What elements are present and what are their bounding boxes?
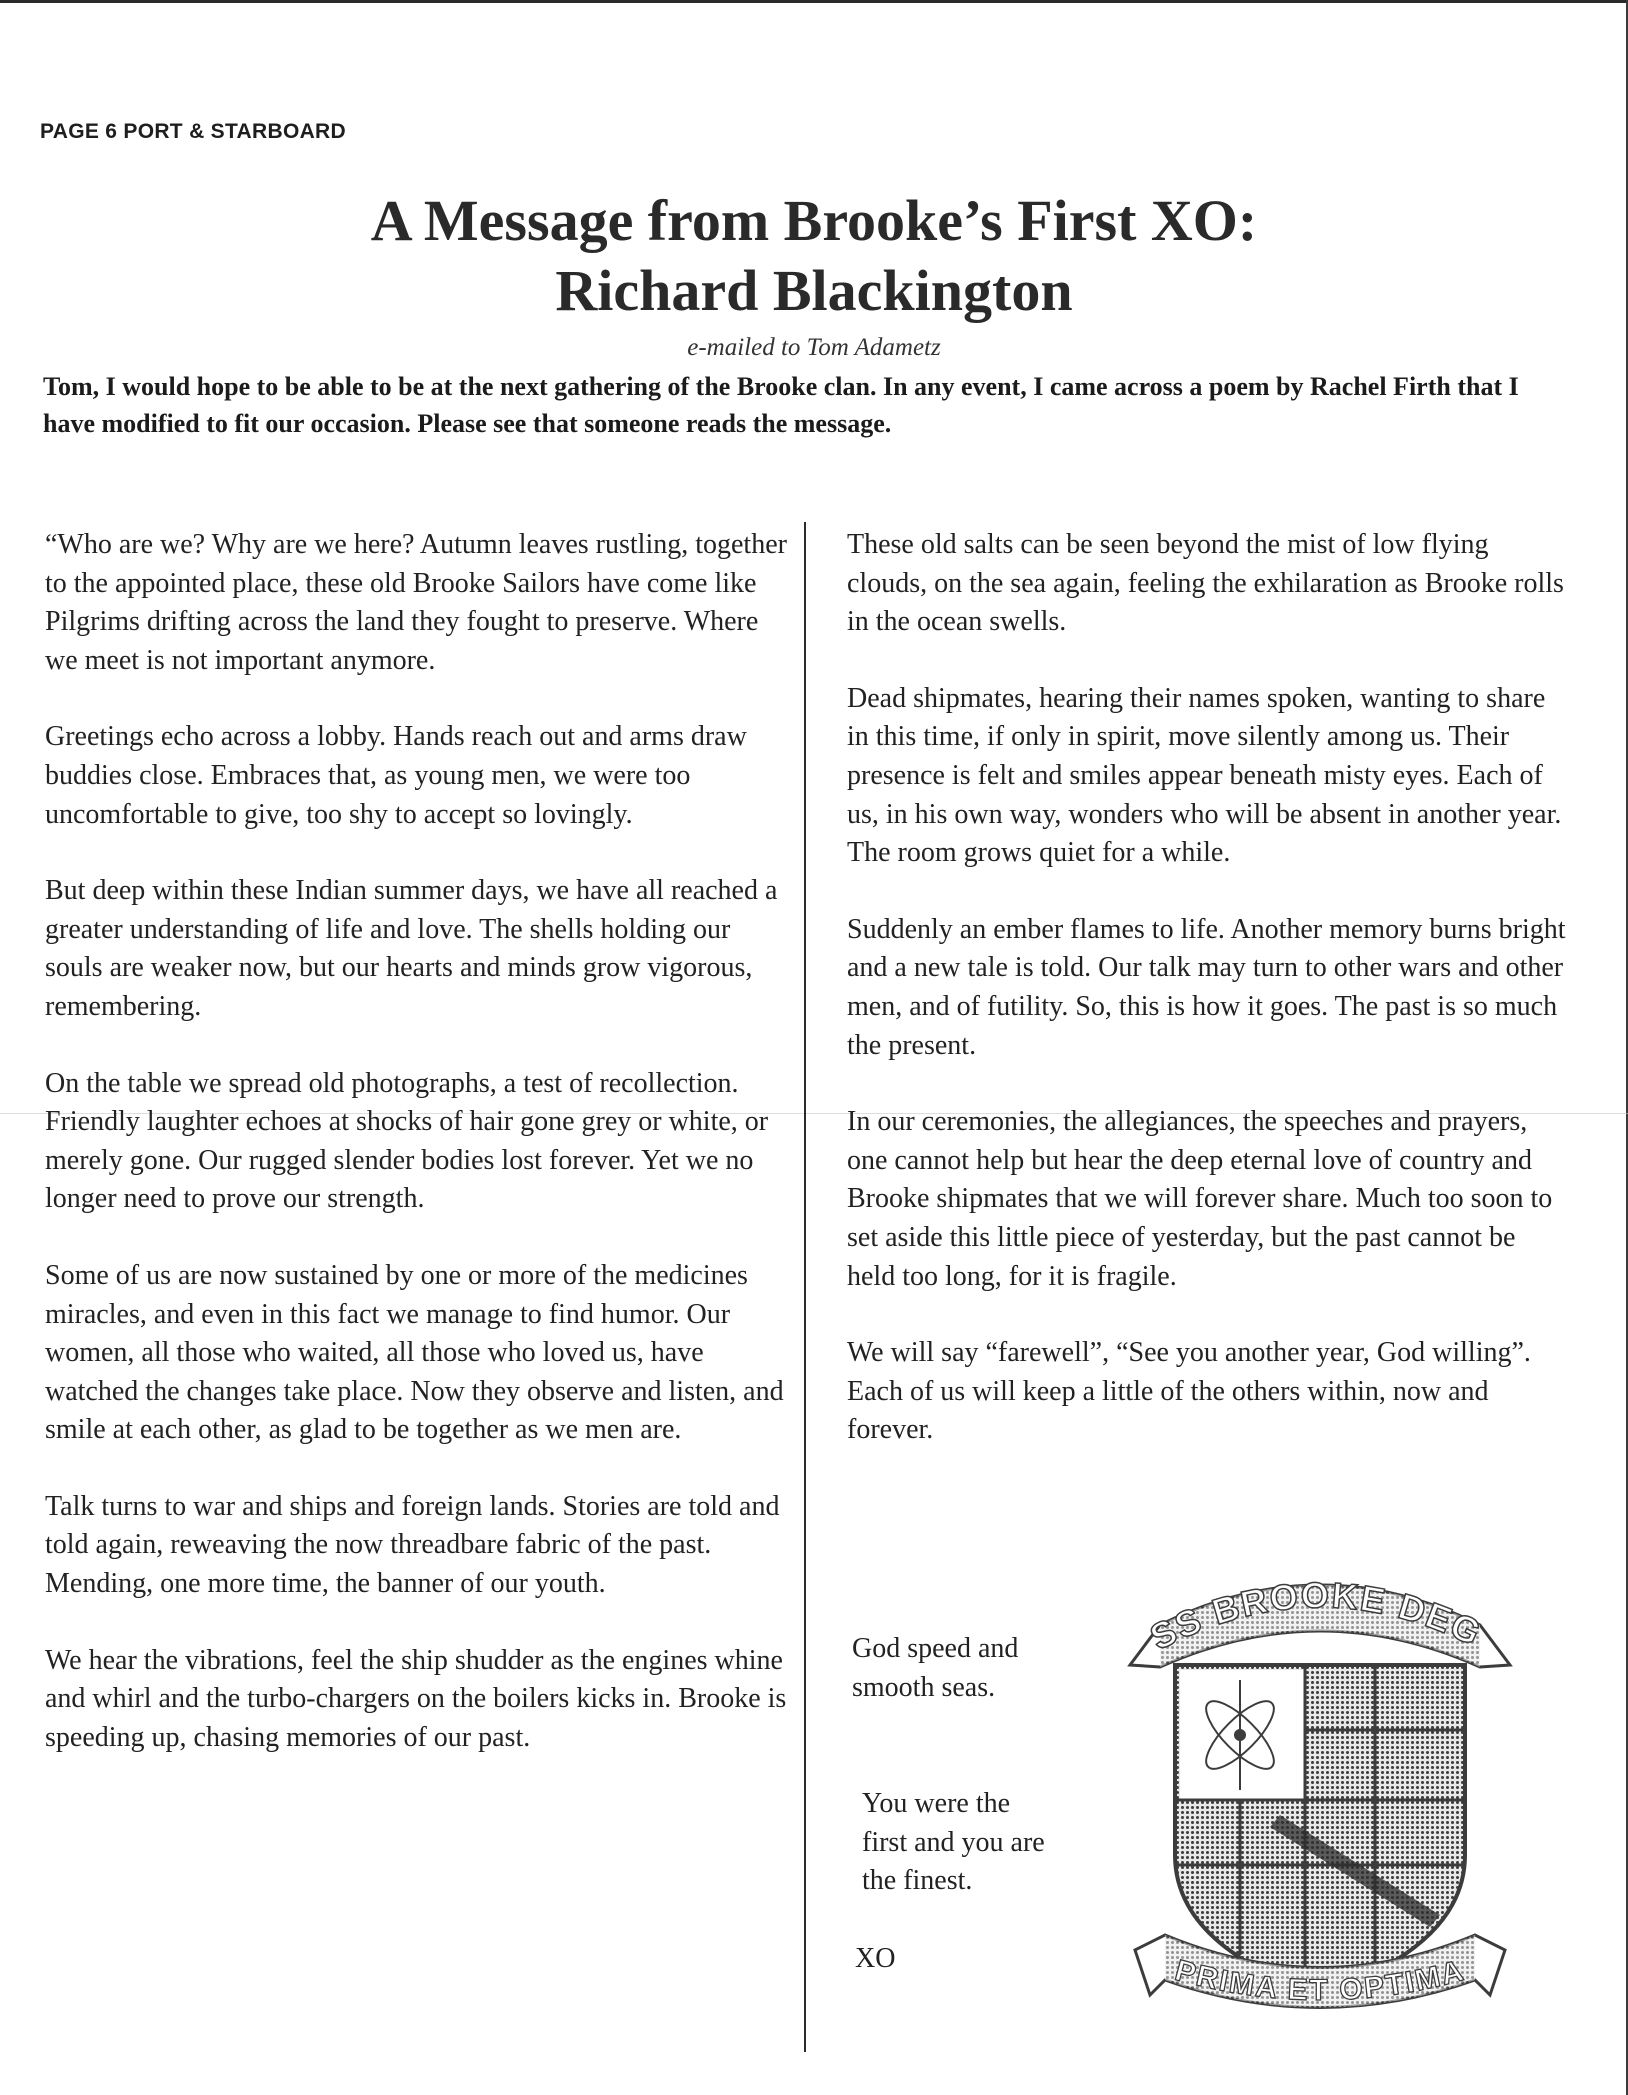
paragraph: But deep within these Indian summer days, we have all reached a greater understanding of life and love. The shells holding our souls are weaker now, but our hearts and minds grow vigorous, remembering.	[45, 875, 778, 1022]
paragraph: We will say “farewell”, “See you another year, God willing”. Each of us will keep a little of the others within, now and forever.	[847, 1337, 1531, 1446]
paragraph: Talk turns to war and ships and foreign lands. Stories are told and told again, reweaving the now threadbare fabric of the past. Mending, one more time, the banner of our youth.	[45, 1490, 780, 1600]
crest-top-banner-text: SS BROOKE DEG	[1143, 1574, 1489, 1658]
crest-shield	[1175, 1665, 1465, 1995]
paragraph: “Who are we? Why are we here? Autumn leaves rustling, together to the appointed place, these old Brooke Sailors have come like Pilgrims drifting across the land they fought to preserve. Where we meet is not important anymore.	[45, 529, 787, 676]
paragraph: Greetings echo across a lobby. Hands reach out and arms draw buddies close. Embraces that, as young men, we were too uncomfortable to give, too shy to accept so lovingly.	[45, 721, 747, 830]
paragraph: Dead shipmates, hearing their names spoken, wanting to share in this time, if only in spirit, move silently among us. Their presence is felt and smiles appear beneath misty eyes. Each of us, in his own way, wonders who will be absent in another year. The room grows quiet for a while.	[847, 682, 1562, 869]
right-column	[847, 526, 1567, 1488]
intro-paragraph: Tom, I would hope to be able to be at the next gathering of the Brooke clan. In any event, I came across a poem by Rachel Firth that I have modified to fit our occasion. Please see that someone reads the message.	[43, 372, 1519, 438]
paragraph: On the table we spread old photographs, a test of recollection. Friendly laughter echoes at shocks of hair gone grey or white, or merely gone. Our rugged slender bodies lost forever. Yet we no longer need to prove our strength.	[45, 1067, 769, 1215]
ship-crest-graphic	[1120, 1555, 1520, 2015]
page-header: PAGE 6 PORT & STARBOARD	[40, 120, 346, 143]
paragraph: We hear the vibrations, feel the ship shudder as the engines whine and whirl and the turbo-chargers on the boilers kicks in. Brooke is speeding up, chasing memories of our past.	[45, 1644, 787, 1753]
paragraph: Some of us are now sustained by one or more of the medicines miracles, and even in this fact we manage to find humor. Our women, all those who waited, all those who loved us, have watched the changes take place. Now they observe and listen, and smile at each other, as glad to be together as we men are.	[45, 1259, 784, 1446]
paragraph: In our ceremonies, the allegiances, the speeches and prayers, one cannot help but hear the deep eternal love of country and Brooke shipmates that we will forever share. Much too soon to set aside this little piece of yesterday, but the past cannot be held too long, for it is fragile.	[847, 1106, 1553, 1292]
article-title-line-2: Richard Blackington	[555, 258, 1073, 323]
ship-crest-emblem	[1120, 1555, 1520, 2015]
paragraph: These old salts can be seen beyond the mist of low flying clouds, on the sea again, feeling the exhilaration as Brooke rolls in the ocean swells.	[847, 529, 1564, 638]
closing-line-1: God speed and smooth seas.	[852, 1633, 1019, 1703]
closing-line-2: You were the first and you are the finest.	[862, 1788, 1045, 1897]
article-title	[0, 186, 1628, 326]
crest-bottom-banner-text: PRIMA ET OPTIMA	[1171, 1953, 1469, 2008]
article-byline: e-mailed to Tom Adametz	[687, 334, 941, 361]
left-column	[45, 526, 790, 1795]
column-divider	[804, 522, 806, 2052]
article-title-line-1: A Message from Brooke’s First XO:	[370, 188, 1258, 253]
paragraph: Suddenly an ember flames to life. Another memory burns bright and a new tale is told. Our talk may turn to other wars and other men, and of futility. So, this is how it goes. The past is so much the present.	[847, 913, 1566, 1061]
scan-top-edge	[0, 0, 1628, 3]
crest-top-banner	[1120, 1555, 1510, 1667]
signature: XO	[855, 1943, 896, 1974]
